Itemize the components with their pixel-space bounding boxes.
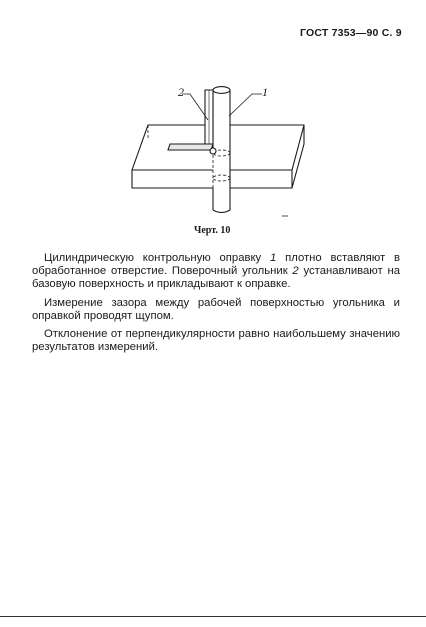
technical-drawing — [112, 78, 312, 220]
plate-front-face — [132, 170, 292, 188]
label-2: 2 — [178, 85, 184, 99]
try-square — [168, 90, 216, 154]
standard-number: ГОСТ 7353—90 — [300, 27, 379, 39]
paragraph-1: Цилиндрическую контрольную оправку 1 плотно вставляют в обработанное отверстие. Поверочный угольник 2 устанавливают на базовую поверхность и прикладывают к оправке. — [32, 252, 400, 291]
figure-caption: Черт. 10 — [194, 225, 231, 236]
figure-drawing — [112, 78, 312, 220]
page-number: С. 9 — [381, 27, 402, 39]
leader-1 — [229, 94, 262, 116]
page-bottom-rule — [0, 616, 426, 617]
paragraph-3: Отклонение от перпендикулярности равно наибольшему значению результатов измерений. — [32, 328, 400, 354]
leader-2 — [182, 94, 208, 120]
body-text — [32, 252, 400, 359]
page-header — [300, 27, 410, 39]
plate-side-face — [292, 125, 304, 188]
paragraph-2: Измерение зазора между рабочей поверхностью угольника и оправкой проводят щупом. — [32, 296, 400, 322]
label-1: 1 — [262, 85, 268, 99]
